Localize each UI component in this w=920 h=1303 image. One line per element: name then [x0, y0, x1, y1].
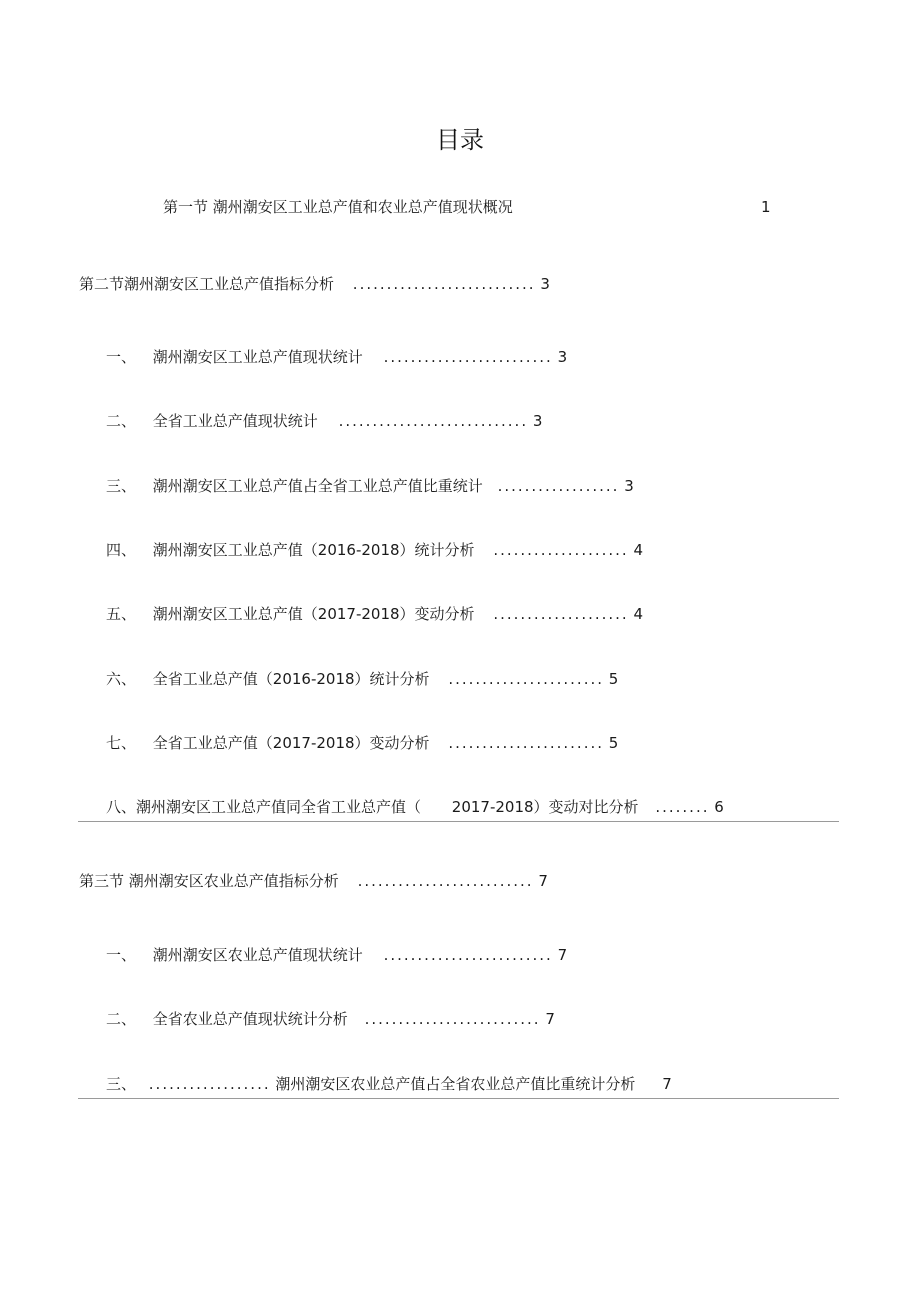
- toc-leader-dots: ...........................: [352, 275, 536, 293]
- toc-entry-label: 潮州潮安区农业总产值现状统计: [152, 946, 363, 964]
- toc-entry-2-5[interactable]: [106, 604, 643, 624]
- toc-leader-dots: ....................: [493, 605, 629, 623]
- toc-entry-label: 第三节 潮州潮安区农业总产值指标分析: [79, 872, 339, 890]
- toc-entry-2-2[interactable]: [106, 411, 542, 431]
- toc-entry-section-1[interactable]: [163, 197, 513, 217]
- toc-entry-2-4[interactable]: [106, 540, 643, 560]
- toc-leader-dots: ........: [655, 798, 710, 816]
- toc-entry-label: 全省工业总产值现状统计: [152, 412, 318, 430]
- toc-entry-label: 潮州潮安区农业总产值占全省农业总产值比重统计分析: [275, 1075, 636, 1093]
- toc-entry-2-8[interactable]: [106, 797, 724, 817]
- toc-entry-page: 7: [557, 946, 568, 964]
- toc-entry-page: 6: [714, 798, 724, 816]
- toc-entry-page: 4: [633, 605, 644, 623]
- toc-entry-page: 3: [557, 348, 568, 366]
- toc-entry-section-3[interactable]: [79, 871, 548, 891]
- toc-entry-label: 潮州潮安区工业总产值（2017-2018）变动分析: [152, 605, 475, 623]
- toc-entry-number: 五、: [106, 605, 137, 623]
- toc-entry-page: 3: [540, 275, 550, 293]
- toc-entry-number: 一、: [106, 348, 137, 366]
- toc-leader-dots: ....................: [493, 541, 629, 559]
- toc-entry-2-6[interactable]: [106, 669, 618, 689]
- toc-entry-label: 潮州潮安区工业总产值占全省工业总产值比重统计: [152, 477, 483, 495]
- toc-entry-number: 三、: [106, 477, 137, 495]
- toc-entry-page: 5: [608, 734, 619, 752]
- toc-entry-label: 全省工业总产值（2016-2018）统计分析: [152, 670, 430, 688]
- toc-entry-2-7[interactable]: [106, 733, 618, 753]
- toc-entry-page: 4: [633, 541, 644, 559]
- toc-entry-page: 7: [545, 1010, 555, 1028]
- toc-entry-label: 全省农业总产值现状统计分析: [152, 1010, 348, 1028]
- toc-entry-label: 潮州潮安区工业总产值（2016-2018）统计分析: [152, 541, 475, 559]
- toc-entry-page: 3: [624, 477, 634, 495]
- toc-entry-label: 八、潮州潮安区工业总产值同全省工业总产值（: [106, 798, 422, 816]
- toc-entry-3-3[interactable]: [106, 1074, 672, 1094]
- toc-entry-label: 潮州潮安区工业总产值现状统计: [152, 348, 363, 366]
- toc-entry-label-continued: 2017-2018）变动对比分析: [451, 798, 639, 816]
- toc-entry-2-1[interactable]: [106, 347, 567, 367]
- toc-leader-dots: ..........................: [357, 872, 534, 890]
- toc-entry-number: 四、: [106, 541, 137, 559]
- toc-leader-dots: ............................: [338, 412, 529, 430]
- divider-line: [78, 1098, 839, 1099]
- toc-entry-number: 一、: [106, 946, 137, 964]
- toc-entry-number: 二、: [106, 1010, 137, 1028]
- toc-leader-dots: .......................: [448, 670, 604, 688]
- toc-entry-section-2[interactable]: [79, 274, 550, 294]
- toc-entry-page: 7: [538, 872, 548, 890]
- toc-leader-dots: ..................: [148, 1075, 271, 1093]
- toc-entry-number: 六、: [106, 670, 137, 688]
- toc-entry-2-3[interactable]: [106, 476, 634, 496]
- toc-leader-dots: .........................: [383, 348, 553, 366]
- toc-entry-page: 7: [662, 1075, 672, 1093]
- toc-entry-label: 第一节 潮州潮安区工业总产值和农业总产值现状概况: [163, 198, 513, 216]
- toc-entry-3-1[interactable]: [106, 945, 567, 965]
- toc-entry-label: 第二节潮州潮安区工业总产值指标分析: [79, 275, 335, 293]
- toc-entry-page: 5: [608, 670, 619, 688]
- toc-leader-dots: ..........................: [364, 1010, 541, 1028]
- toc-entry-number: 二、: [106, 412, 137, 430]
- toc-leader-dots: .........................: [383, 946, 553, 964]
- divider-line: [78, 821, 839, 822]
- toc-entry-3-2[interactable]: [106, 1009, 555, 1029]
- toc-leader-dots: ..................: [497, 477, 620, 495]
- toc-leader-dots: .......................: [448, 734, 604, 752]
- toc-entry-label: 全省工业总产值（2017-2018）变动分析: [152, 734, 430, 752]
- toc-title: 目录: [436, 126, 484, 154]
- toc-entry-page: 3: [532, 412, 543, 430]
- toc-entry-number: 七、: [106, 734, 137, 752]
- toc-entry-number: 三、: [106, 1075, 137, 1093]
- toc-entry-page: 1: [761, 198, 771, 216]
